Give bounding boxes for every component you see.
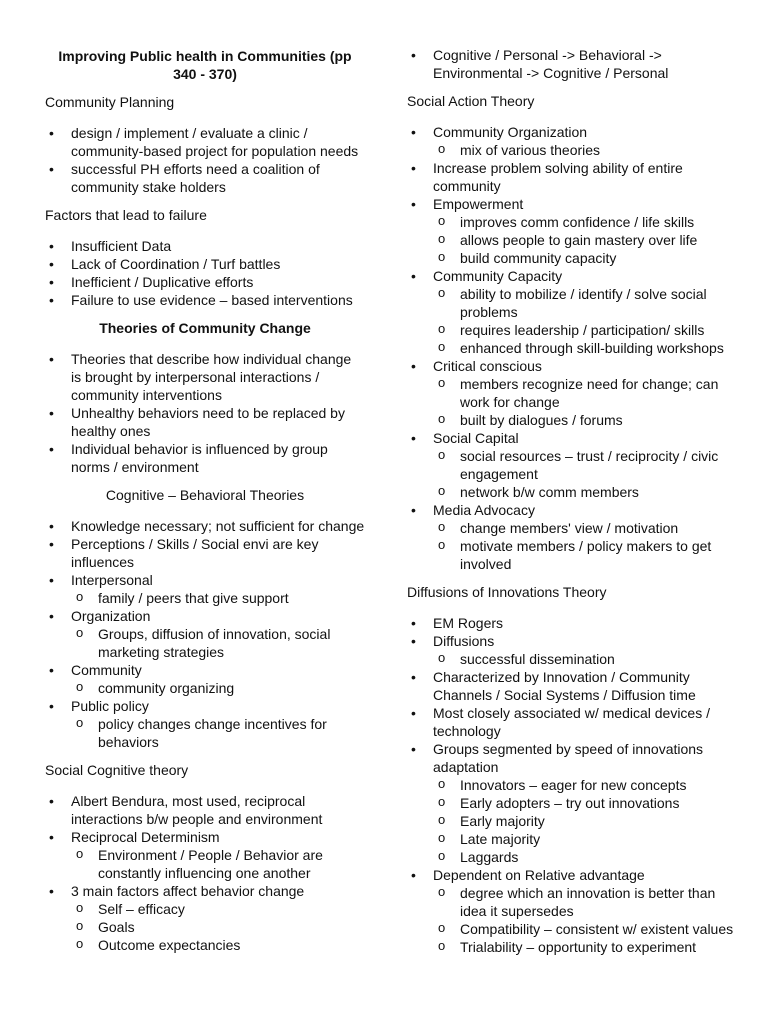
bullet-item — [45, 697, 365, 751]
sub-bullet-item: o built by dialogues / forums — [433, 411, 737, 429]
bullet-list — [45, 792, 365, 954]
sub-bullet-item: o requires leadership / participation/ skills — [433, 321, 737, 339]
sub-bullet-list — [71, 900, 365, 954]
bullet-item — [407, 159, 737, 195]
sub-bullet-list — [433, 519, 737, 573]
left-sections — [45, 93, 365, 954]
bullet-text: • Dependent on Relative advantage — [433, 867, 645, 883]
sub-bullet-list — [71, 679, 365, 697]
section-heading-community-planning: Community Planning — [45, 94, 175, 110]
bullet-text: • Individual behavior is influenced by group norms / environment — [71, 441, 328, 475]
sub-bullet-item: o Early majority — [433, 812, 737, 830]
bullet-item — [407, 267, 737, 357]
bullet-text: • Interpersonal — [71, 572, 153, 588]
sub-bullet-item: o members recognize need for change; can work for change — [433, 375, 737, 411]
sub-bullet-item: o Innovators – eager for new concepts — [433, 776, 737, 794]
sub-bullet-list — [433, 375, 737, 429]
section-heading-social-cognitive-theory: Social Cognitive theory — [45, 762, 189, 778]
sub-bullet-list — [433, 447, 737, 501]
bullet-item — [407, 632, 737, 668]
bullet-item — [407, 501, 737, 573]
bullet-item — [45, 882, 365, 954]
sub-bullet-item: o community organizing — [71, 679, 365, 697]
sub-bullet-item: o Self – efficacy — [71, 900, 365, 918]
bullet-text: • Unhealthy behaviors need to be replaced by healthy ones — [71, 405, 345, 439]
bullet-text: • Community Capacity — [433, 268, 563, 284]
bullet-list — [407, 614, 737, 956]
bullet-list — [45, 124, 365, 196]
sub-bullet-item: o improves comm confidence / life skills — [433, 213, 737, 231]
bullet-text: • Albert Bendura, most used, reciprocal interactions b/w people and environment — [71, 793, 323, 827]
sub-bullet-list — [71, 625, 365, 661]
bullet-item — [45, 160, 365, 196]
bullet-item — [45, 273, 365, 291]
bullet-text: • Diffusions — [433, 633, 495, 649]
bullet-item — [407, 429, 737, 501]
bullet-text: • Reciprocal Determinism — [71, 829, 220, 845]
sub-bullet-list — [433, 141, 737, 159]
sub-bullet-item: o Groups, diffusion of innovation, social marketing strategies — [71, 625, 365, 661]
bullet-text: • Characterized by Innovation / Community Channels / Social Systems / Diffusion time — [433, 669, 696, 703]
bullet-text: • successful PH efforts need a coalition of community stake holders — [71, 161, 320, 195]
bullet-text: • Organization — [71, 608, 151, 624]
bullet-text: • Knowledge necessary; not sufficient for change — [71, 518, 365, 534]
sub-bullet-item: o network b/w comm members — [433, 483, 737, 501]
bullet-text: • Community Organization — [433, 124, 588, 140]
left-column — [45, 0, 365, 958]
bullet-item — [407, 704, 737, 740]
sub-bullet-list — [71, 715, 365, 751]
bullet-item — [45, 291, 365, 309]
bullet-text: • Failure to use evidence – based interventions — [71, 292, 353, 308]
bullet-text: • Empowerment — [433, 196, 524, 212]
bullet-item — [45, 255, 365, 273]
sub-bullet-item: o enhanced through skill-building workshops — [433, 339, 737, 357]
sub-bullet-item: o Outcome expectancies — [71, 936, 365, 954]
bullet-item — [45, 517, 365, 535]
bullet-item — [45, 404, 365, 440]
sub-bullet-item: o family / peers that give support — [71, 589, 365, 607]
section-heading-factors-that-lead-to-failure: Factors that lead to failure — [45, 207, 207, 223]
bullet-list — [45, 350, 365, 476]
bullet-item — [45, 571, 365, 607]
bullet-text: • Most closely associated w/ medical devices / technology — [433, 705, 710, 739]
sub-bullet-list — [433, 213, 737, 267]
sub-bullet-item: o mix of various theories — [433, 141, 737, 159]
bullet-text: • Inefficient / Duplicative efforts — [71, 274, 254, 290]
bullet-item — [45, 661, 365, 697]
sub-bullet-item: o motivate members / policy makers to get involved — [433, 537, 737, 573]
sub-bullet-list — [71, 589, 365, 607]
bullet-text: • Insufficient Data — [71, 238, 172, 254]
section-heading-social-action-theory: Social Action Theory — [407, 93, 535, 109]
bullet-item — [407, 46, 737, 82]
sub-bullet-item: o Compatibility – consistent w/ existent values — [433, 920, 737, 938]
bullet-list — [407, 46, 737, 82]
sub-bullet-item: o Laggards — [433, 848, 737, 866]
sub-bullet-list — [71, 846, 365, 882]
bullet-item — [45, 237, 365, 255]
bullet-list — [407, 123, 737, 573]
sub-bullet-item: o successful dissemination — [433, 650, 737, 668]
sub-bullet-item: o Late majority — [433, 830, 737, 848]
bullet-text: • Cognitive / Personal -> Behavioral -> Environmental -> Cognitive / Personal — [433, 47, 669, 81]
bullet-item — [407, 123, 737, 159]
section-heading-diffusions-of-innovations-theory: Diffusions of Innovations Theory — [407, 584, 607, 600]
bullet-item — [45, 828, 365, 882]
sub-bullet-list — [433, 285, 737, 357]
sub-bullet-item: o social resources – trust / reciprocity / civic engagement — [433, 447, 737, 483]
bullet-text: • Public policy — [71, 698, 149, 714]
sub-bullet-item: o allows people to gain mastery over life — [433, 231, 737, 249]
sub-bullet-item: o Goals — [71, 918, 365, 936]
bullet-item — [407, 740, 737, 866]
section-heading-theories-of-community-change: Theories of Community Change — [99, 320, 311, 336]
bullet-text: • Groups segmented by speed of innovations adaptation — [433, 741, 704, 775]
sub-bullet-list — [433, 776, 737, 866]
bullet-item — [407, 614, 737, 632]
sub-bullet-item: o Environment / People / Behavior are constantly influencing one another — [71, 846, 365, 882]
sub-bullet-item: o build community capacity — [433, 249, 737, 267]
bullet-item — [45, 440, 365, 476]
bullet-text: • Perceptions / Skills / Social envi are key influences — [71, 536, 319, 570]
bullet-text: • Social Capital — [433, 430, 519, 446]
sub-bullet-item: o Early adopters – try out innovations — [433, 794, 737, 812]
sub-bullet-list — [433, 650, 737, 668]
right-sections — [407, 46, 737, 956]
bullet-text: • 3 main factors affect behavior change — [71, 883, 305, 899]
bullet-item — [45, 792, 365, 828]
right-column — [407, 0, 737, 960]
sub-bullet-list — [433, 884, 737, 956]
bullet-text: • Theories that describe how individual change is brought by interpersonal interactions / community interventions — [71, 351, 352, 403]
bullet-item — [45, 607, 365, 661]
sub-bullet-item: o degree which an innovation is better than idea it supersedes — [433, 884, 737, 920]
sub-bullet-item: o Trialability – opportunity to experiment — [433, 938, 737, 956]
bullet-item — [407, 195, 737, 267]
sub-bullet-item: o policy changes change incentives for behaviors — [71, 715, 365, 751]
bullet-text: • Critical conscious — [433, 358, 542, 374]
bullet-text: • Community — [71, 662, 142, 678]
bullet-item — [45, 350, 365, 404]
bullet-item — [407, 668, 737, 704]
bullet-item — [407, 357, 737, 429]
bullet-item — [407, 866, 737, 956]
bullet-text: • Lack of Coordination / Turf battles — [71, 256, 281, 272]
section-heading-cognitive-behavioral-theories: Cognitive – Behavioral Theories — [105, 487, 305, 503]
bullet-list — [45, 237, 365, 309]
sub-bullet-item: o ability to mobilize / identify / solve social problems — [433, 285, 737, 321]
bullet-text: • Media Advocacy — [433, 502, 535, 518]
bullet-list — [45, 517, 365, 751]
bullet-item — [45, 124, 365, 160]
bullet-text: • EM Rogers — [433, 615, 504, 631]
bullet-text: • design / implement / evaluate a clinic / community-based project for population needs — [71, 125, 359, 159]
document-title: Improving Public health in Communities (pp 340 - 370) — [58, 48, 352, 82]
sub-bullet-item: o change members' view / motivation — [433, 519, 737, 537]
bullet-item — [45, 535, 365, 571]
bullet-text: • Increase problem solving ability of entire community — [433, 160, 683, 194]
